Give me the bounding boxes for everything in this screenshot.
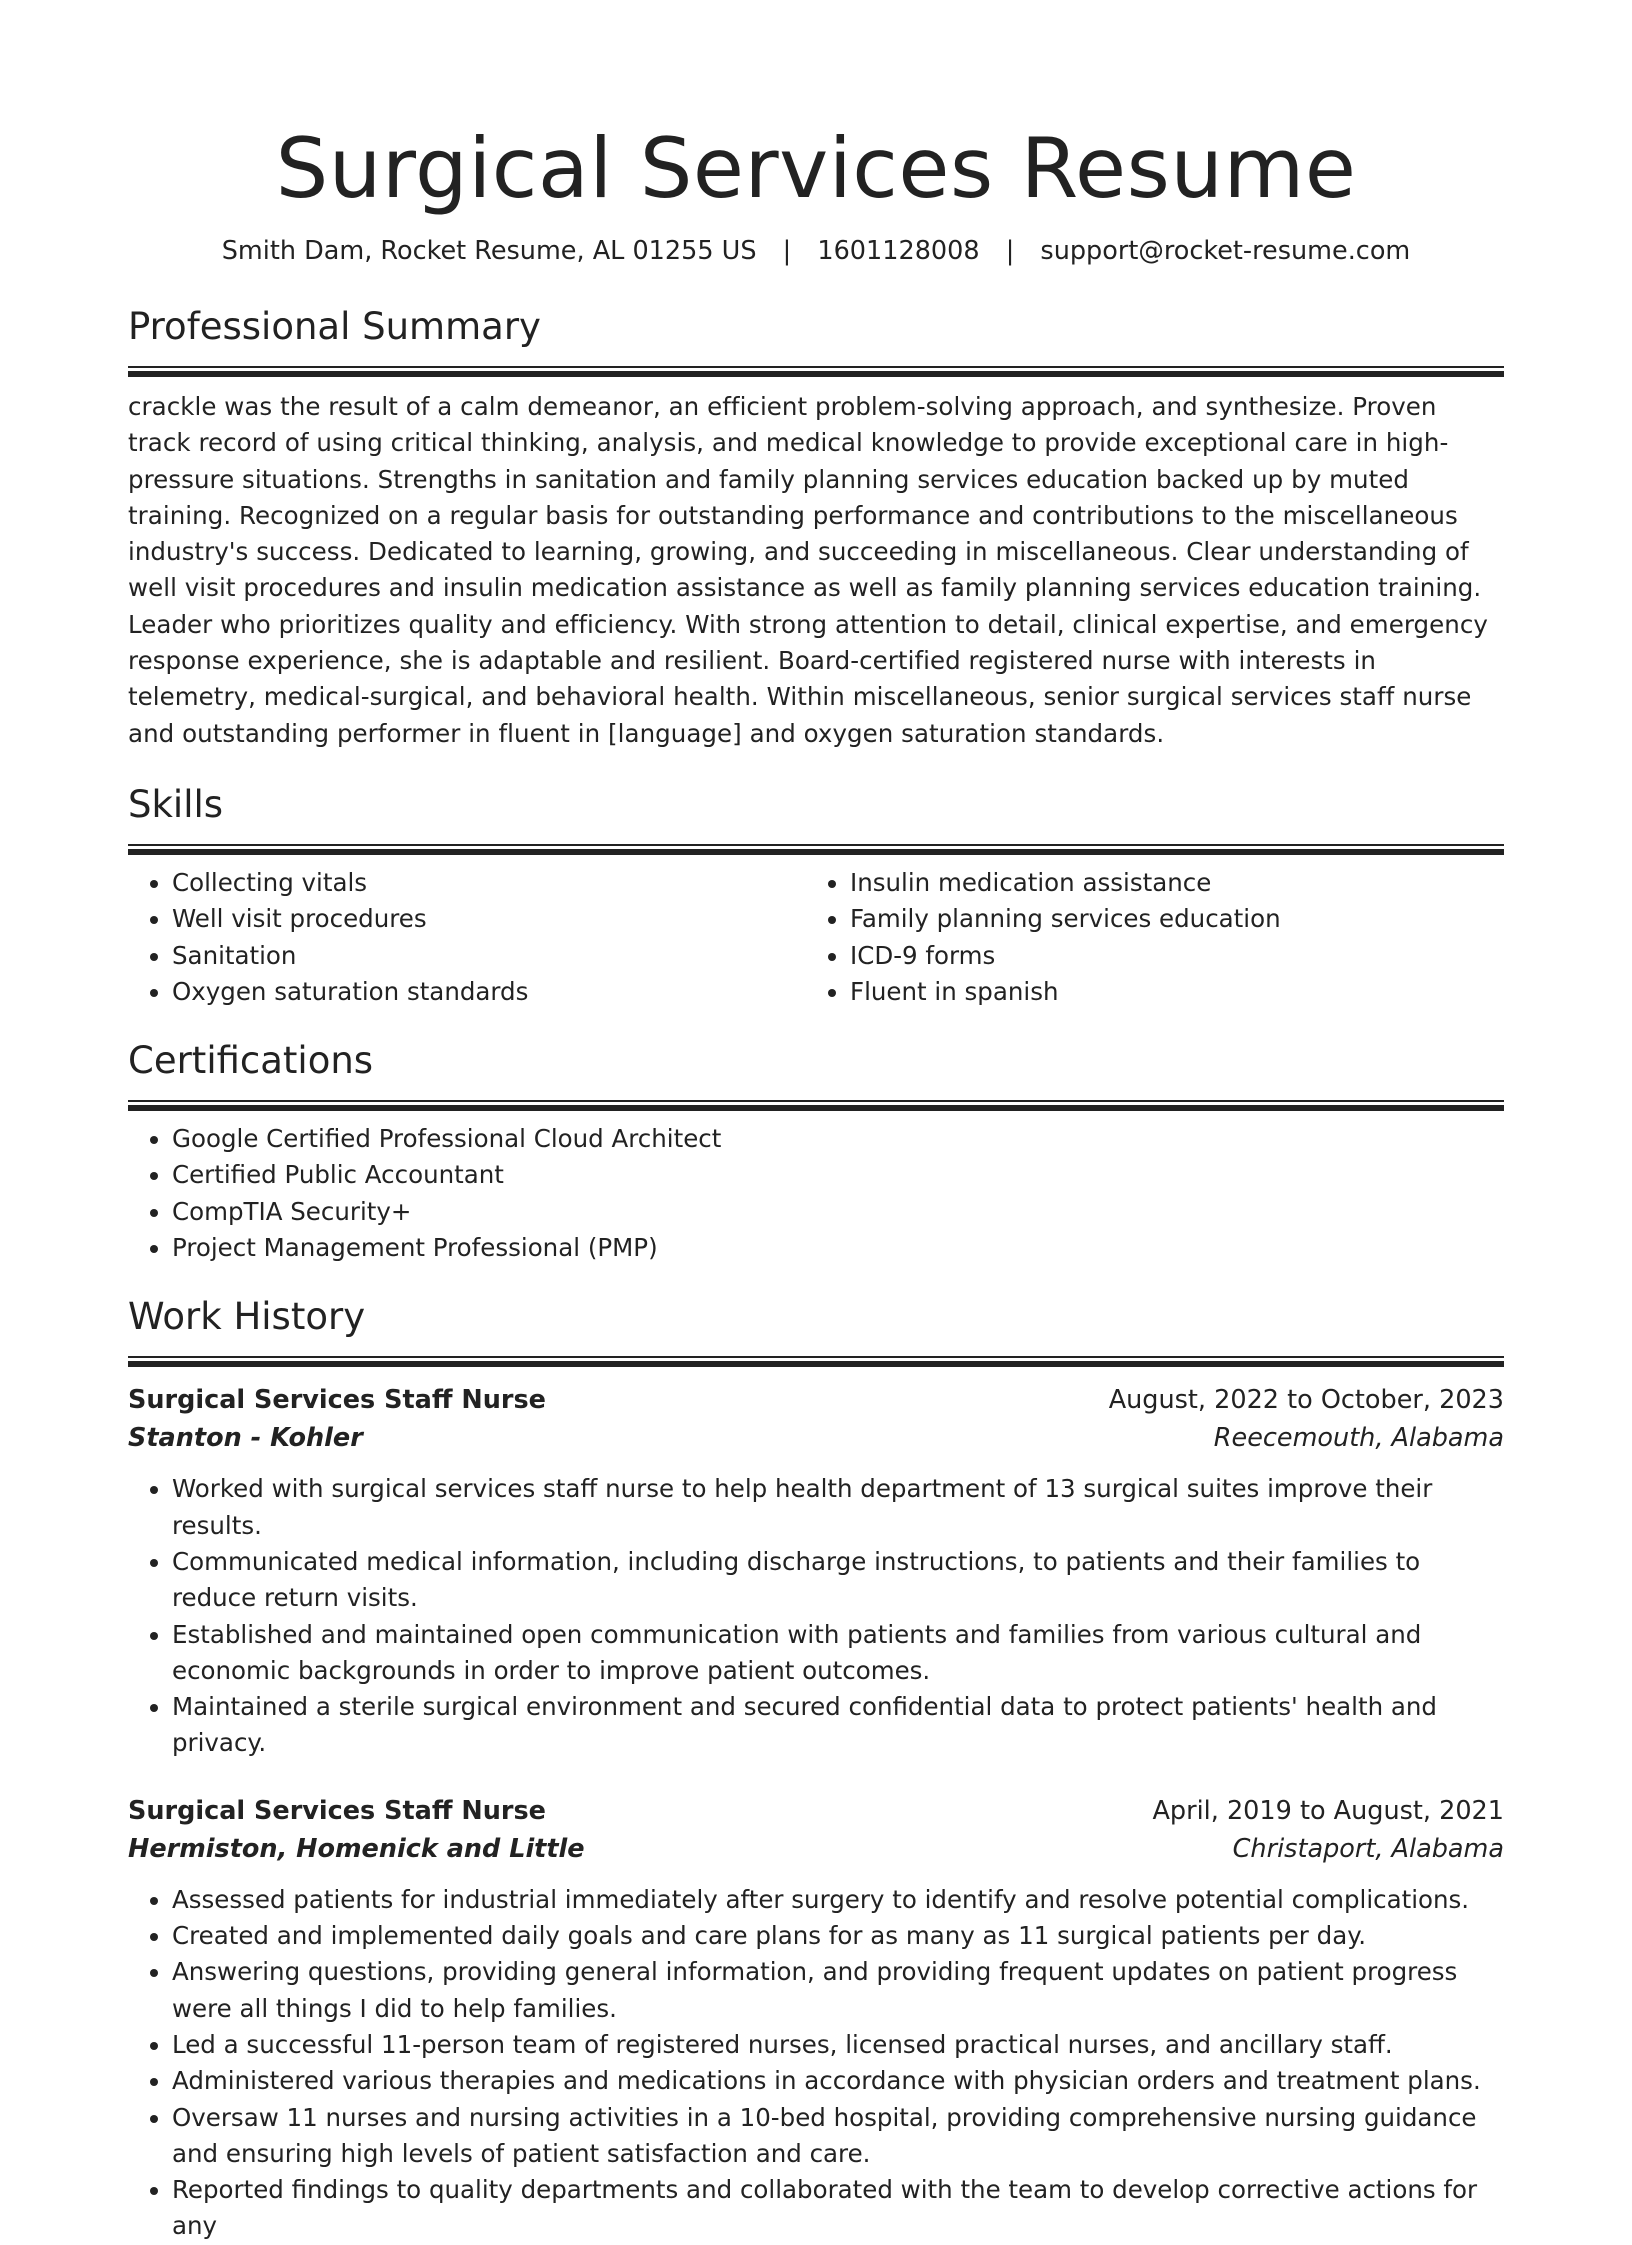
skill-item: • Oxygen saturation standards	[172, 974, 806, 1010]
skill-item: • Insulin medication assistance	[850, 865, 1484, 901]
summary-section	[128, 304, 1504, 752]
job-header-row	[128, 1792, 1504, 1830]
job-entry	[128, 1381, 1504, 1761]
skills-section	[128, 782, 1504, 1010]
job-bullet: • Reported findings to quality departments and collaborated with the team to develop corrective actions for any	[172, 2172, 1504, 2245]
job-bullet: • Answering questions, providing general information, and providing frequent updates on patient progress were all things I did to help families.	[172, 1954, 1504, 2027]
contact-address: Smith Dam, Rocket Resume, AL 01255 US	[221, 236, 757, 266]
page-title: Surgical Services Resume	[275, 120, 1357, 217]
skill-item: • Collecting vitals	[172, 865, 806, 901]
contact-separator: |	[782, 236, 792, 266]
section-divider	[128, 844, 1504, 855]
skill-item: • Sanitation	[172, 938, 806, 974]
job-company: Stanton - Kohler	[128, 1423, 363, 1454]
job-bullet: • Created and implemented daily goals and care plans for as many as 11 surgical patients per day.	[172, 1918, 1504, 1954]
job-location: Reecemouth, Alabama	[1213, 1423, 1504, 1454]
contact-phone: 1601128008	[817, 236, 980, 266]
certification-item: • Google Certified Professional Cloud Architect	[172, 1121, 1504, 1157]
work-history-section	[128, 1294, 1504, 2244]
section-divider	[128, 1100, 1504, 1111]
skill-item: • Well visit procedures	[172, 901, 806, 937]
section-heading-certifications: Certifications	[128, 1039, 374, 1083]
job-bullet: • Established and maintained open communication with patients and families from various cultural and economic backgrounds in order to improve patient outcomes.	[172, 1617, 1504, 1690]
job-subheader-row	[128, 1419, 1504, 1457]
skills-columns	[128, 865, 1504, 1010]
skills-list-left	[128, 865, 806, 1010]
job-bullet: • Maintained a sterile surgical environment and secured confidential data to protect patients' health and privacy.	[172, 1689, 1504, 1762]
section-heading-summary: Professional Summary	[128, 305, 541, 348]
job-subheader-row	[128, 1830, 1504, 1868]
skills-list-right	[806, 865, 1484, 1010]
contact-line	[128, 234, 1504, 268]
job-entry	[128, 1792, 1504, 2245]
job-bullet: • Communicated medical information, including discharge instructions, to patients and their families to reduce return visits.	[172, 1544, 1504, 1617]
job-location: Christaport, Alabama	[1232, 1833, 1504, 1864]
job-bullets	[128, 1471, 1504, 1761]
job-title: Surgical Services Staff Nurse	[128, 1795, 546, 1826]
contact-separator: |	[1005, 236, 1015, 266]
section-heading-work-history: Work History	[128, 1295, 366, 1339]
skill-item: • ICD-9 forms	[850, 938, 1484, 974]
section-heading-skills: Skills	[128, 782, 224, 826]
contact-email[interactable]: support@rocket-resume.com	[1040, 236, 1411, 266]
section-divider	[128, 1356, 1504, 1367]
job-bullets	[128, 1882, 1504, 2245]
certification-item: • Project Management Professional (PMP)	[172, 1230, 1504, 1266]
certification-item: • CompTIA Security+	[172, 1194, 1504, 1230]
job-bullet: • Administered various therapies and medications in accordance with physician orders and treatment plans.	[172, 2063, 1504, 2099]
skill-item: • Family planning services education	[850, 901, 1484, 937]
certification-item: • Certified Public Accountant	[172, 1157, 1504, 1193]
certifications-list	[128, 1121, 1504, 1266]
resume-page	[128, 0, 1504, 2245]
job-bullet: • Assessed patients for industrial immediately after surgery to identify and resolve potential complications.	[172, 1882, 1504, 1918]
job-header-row	[128, 1381, 1504, 1419]
job-title: Surgical Services Staff Nurse	[128, 1385, 546, 1416]
job-dates: April, 2019 to August, 2021	[1152, 1795, 1504, 1826]
job-company: Hermiston, Homenick and Little	[128, 1833, 585, 1864]
job-bullet: • Worked with surgical services staff nurse to help health department of 13 surgical suites improve their results.	[172, 1471, 1504, 1544]
skill-item: • Fluent in spanish	[850, 974, 1484, 1010]
section-divider	[128, 366, 1504, 377]
summary-text: crackle was the result of a calm demeanor, an efficient problem-solving approach, and synthesize. Proven track record of using critical thinking, analysis, and medical knowledge to provide exceptional care in high-pressure situations. Strengths in sanitation and family planning services education backed up by muted training. Recognized on a regular basis for outstanding performance and contributions to the miscellaneous industry's success. Dedicated to learning, growing, and succeeding in miscellaneous. Clear understanding of well visit procedures and insulin medication assistance as well as family planning services education training. Leader who prioritizes quality and efficiency. With strong attention to detail, clinical expertise, and emergency response experience, she is adaptable and resilient. Board-certified registered nurse with interests in telemetry, medical-surgical, and behavioral health. Within miscellaneous, senior surgical services staff nurse and outstanding performer in fluent in [language] and oxygen saturation standards.	[128, 392, 1488, 748]
job-bullet: • Oversaw 11 nurses and nursing activities in a 10-bed hospital, providing comprehensive nursing guidance and ensuring high levels of patient satisfaction and care.	[172, 2100, 1504, 2173]
certifications-section	[128, 1038, 1504, 1266]
job-bullet: • Led a successful 11-person team of registered nurses, licensed practical nurses, and ancillary staff.	[172, 2027, 1504, 2063]
job-dates: August, 2022 to October, 2023	[1108, 1385, 1504, 1416]
